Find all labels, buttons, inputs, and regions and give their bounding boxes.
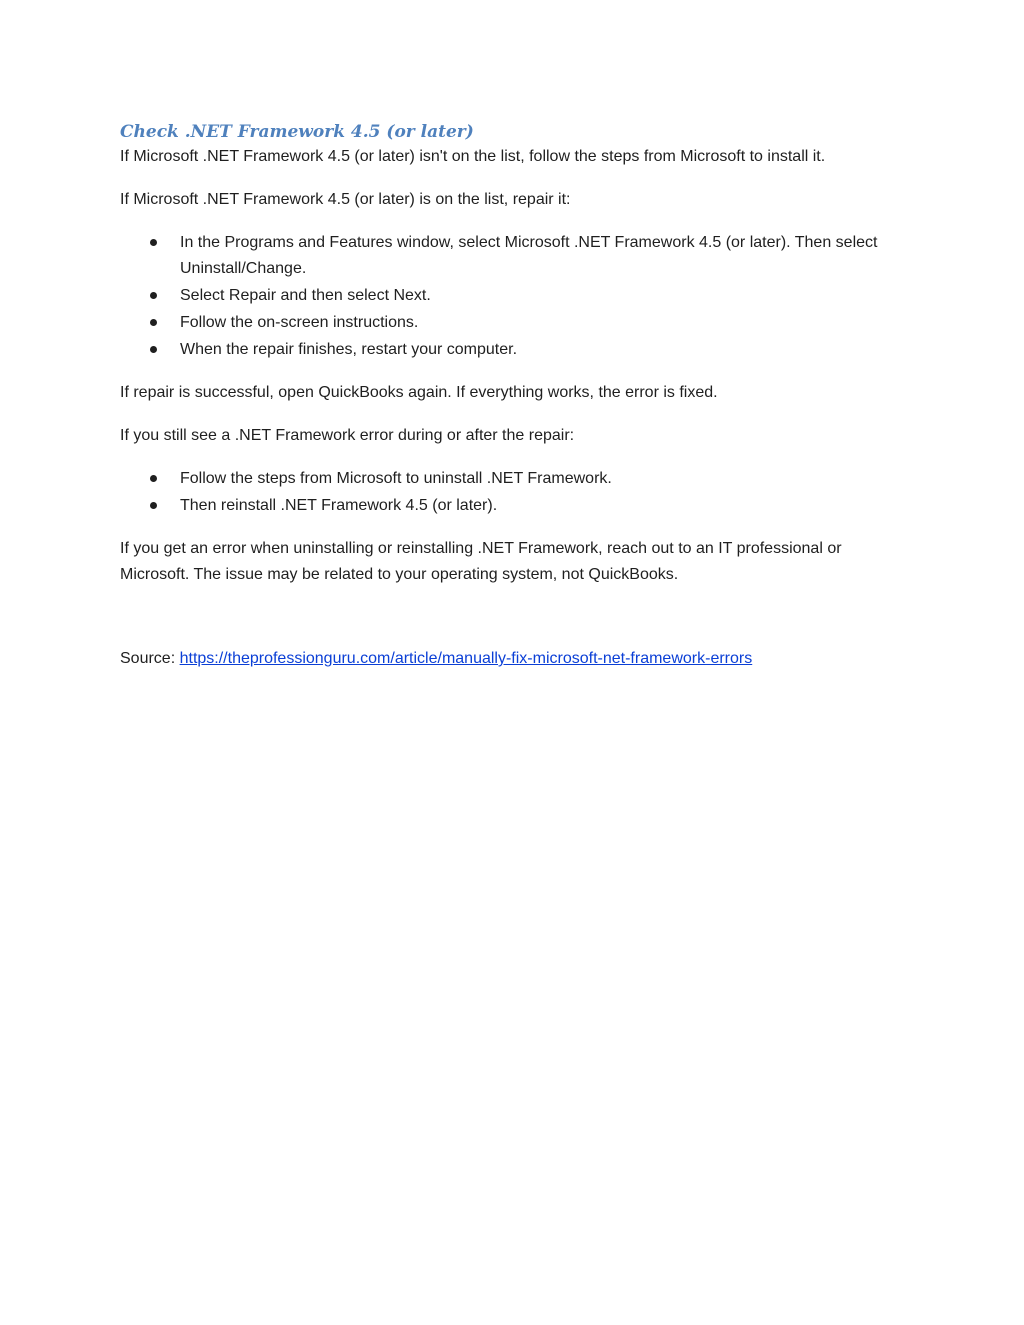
source-label: Source: [120,650,180,667]
spacer [120,605,900,646]
list-item [120,283,900,309]
paragraph-not-on-list: If Microsoft .NET Framework 4.5 (or later) isn't on the list, follow the steps from Microsoft to install it. [120,148,826,165]
list-item [120,230,900,282]
bullet-icon [150,502,157,509]
repair-steps-list [120,230,900,363]
reinstall-steps-list [120,466,900,519]
list-item [120,310,900,336]
paragraph-still-error: If you still see a .NET Framework error during or after the repair: [120,427,575,444]
document-body [120,120,900,689]
list-item-text: Then reinstall .NET Framework 4.5 (or later). [180,497,498,514]
list-item-text: Follow the on-screen instructions. [180,314,419,331]
list-item [120,466,900,492]
list-item-text: Follow the steps from Microsoft to uninstall .NET Framework. [180,470,612,487]
paragraph-repair-success: If repair is successful, open QuickBooks again. If everything works, the error is fixed. [120,384,718,401]
section-heading: Check .NET Framework 4.5 (or later) [120,122,474,142]
paragraph-on-list: If Microsoft .NET Framework 4.5 (or later) is on the list, repair it: [120,191,571,208]
source-link[interactable]: https://theprofessionguru.com/article/manually-fix-microsoft-net-framework-errors [179,650,753,667]
source-line [120,646,900,672]
bullet-icon [150,475,157,482]
bullet-icon [150,319,157,326]
bullet-icon [150,292,157,299]
paragraph-contact-it: If you get an error when uninstalling or reinstalling .NET Framework, reach out to an IT professional or Microsoft. The issue may be related to your operating system, not QuickBooks. [120,540,842,583]
list-item [120,337,900,363]
list-item-text: When the repair finishes, restart your computer. [180,341,518,358]
list-item [120,493,900,519]
bullet-icon [150,239,157,246]
bullet-icon [150,346,157,353]
list-item-text: In the Programs and Features window, select Microsoft .NET Framework 4.5 (or later). Then select Uninstall/Change. [180,234,878,277]
list-item-text: Select Repair and then select Next. [180,287,431,304]
